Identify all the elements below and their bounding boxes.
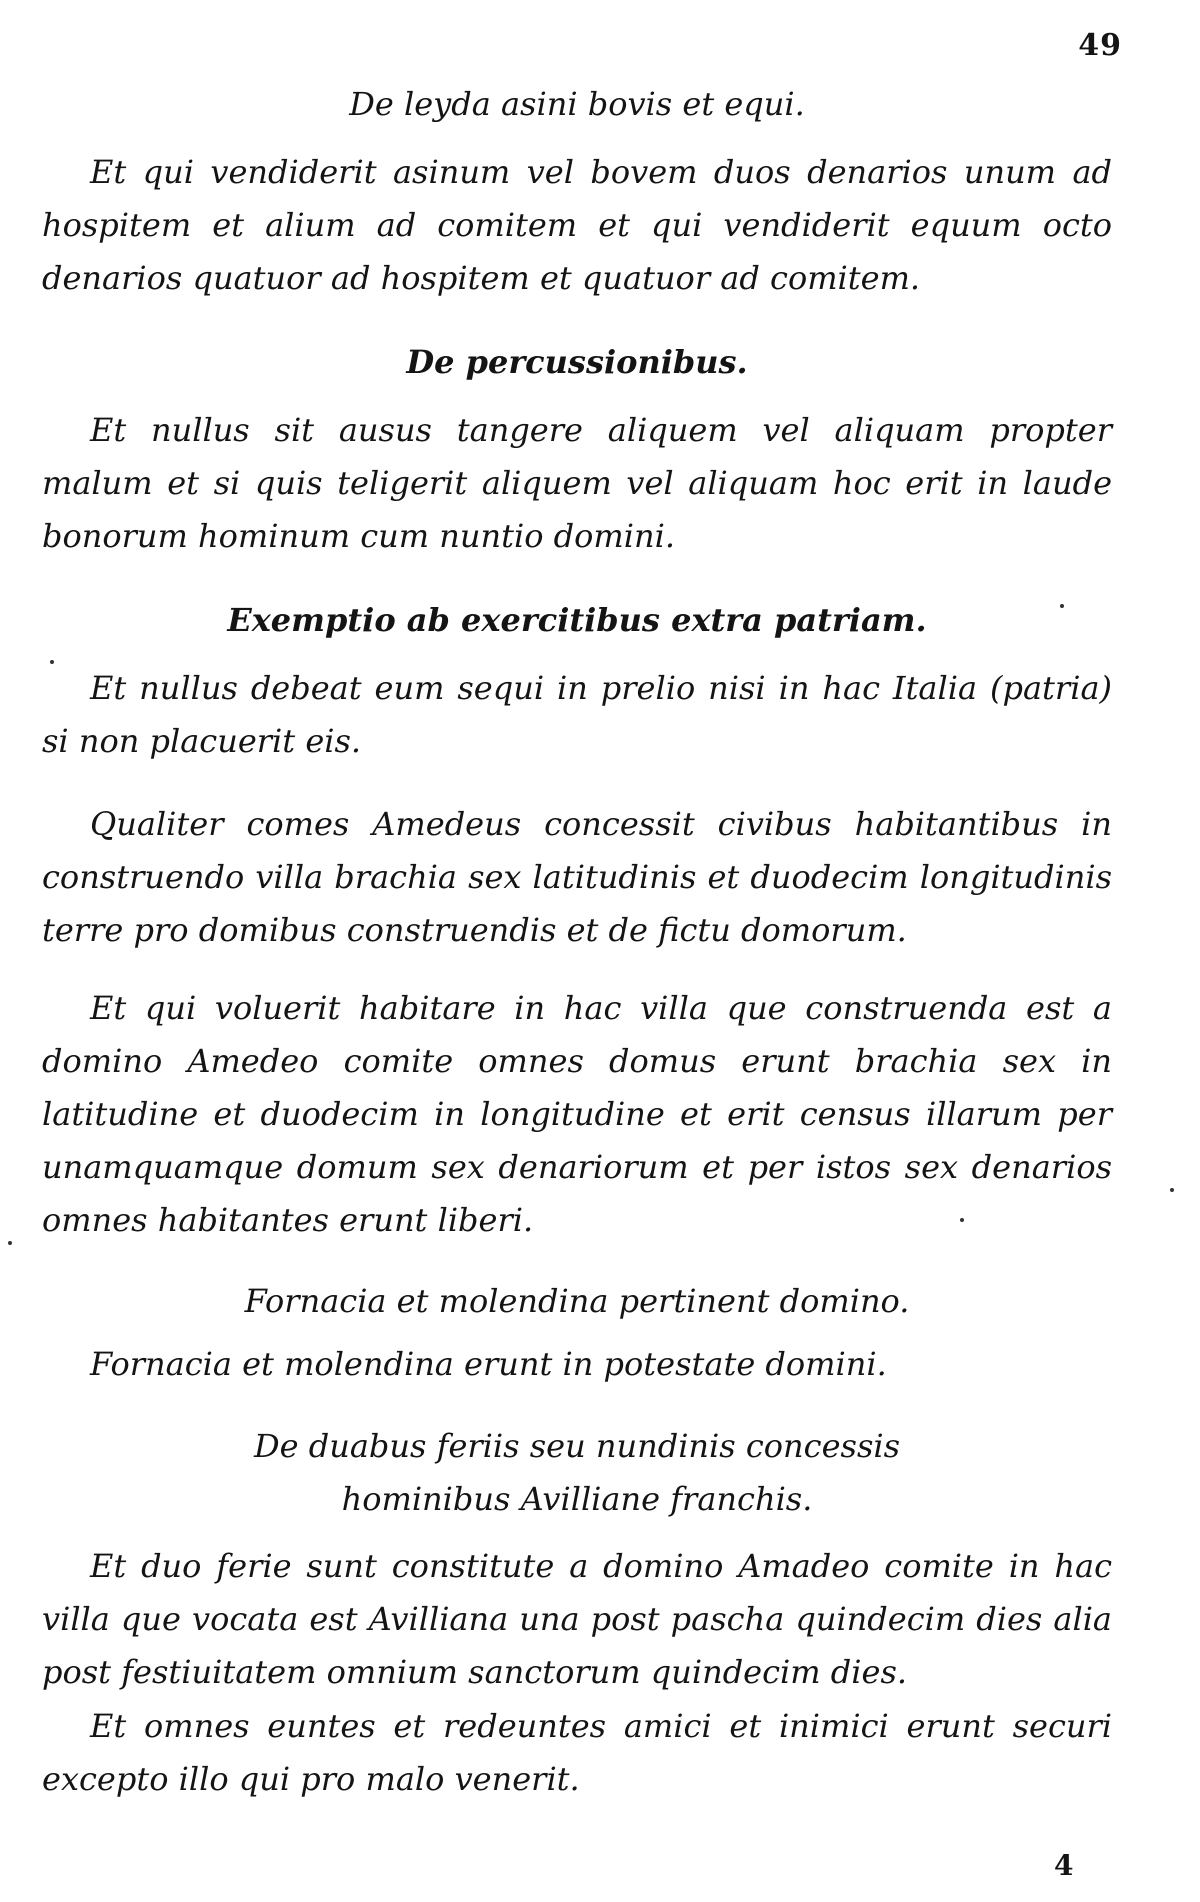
signature-mark: 4: [1054, 1849, 1074, 1882]
section-body-feriis: Et duo ferie sunt constitute a domino Amadeo comite in hac villa que vocata est Avilliana una post pascha quindecim dies alia post festiuitatem omnium sanctorum quindecim dies.: [42, 1547, 1112, 1691]
section-body-feriis-2: Et omnes euntes et redeuntes amici et inimici erunt securi excepto illo qui pro malo venerit.: [42, 1707, 1112, 1798]
ink-speck: [1170, 1188, 1174, 1192]
section-heading-exemptio: Exemptio ab exercitibus extra patriam.: [227, 601, 927, 639]
section-body-qualiter: Et qui voluerit habitare in hac villa que construenda est a domino Amedeo comite omnes domus erunt brachia sex in latitudine et duodecim in longitudine et erit census illarum per unamquamque domum sex denariorum et per istos sex denarios omnes habitantes erunt liberi.: [42, 989, 1112, 1239]
section-body-fornacia: Fornacia et molendina erunt in potestate domini.: [90, 1345, 887, 1383]
page-number: 49: [1078, 28, 1122, 63]
section-heading-leyda: De leyda asini bovis et equi.: [349, 85, 805, 123]
section-heading-feriis-line2: hominibus Avilliane franchis.: [341, 1480, 813, 1518]
ink-speck: [50, 660, 54, 664]
section-heading-qualiter: Qualiter comes Amedeus concessit civibus habitantibus in construendo villa brachia sex latitudinis et duodecim longitudinis terre pro domibus construendis et de fictu domorum.: [42, 805, 1112, 949]
section-heading-percussionibus: De percussionibus.: [406, 343, 748, 381]
ink-speck: [1060, 604, 1064, 608]
section-body-percussionibus: Et nullus sit ausus tangere aliquem vel aliquam propter malum et si quis teligerit aliquem vel aliquam hoc erit in laude bonorum hominum cum nuntio domini.: [42, 411, 1112, 555]
section-body-leyda: Et qui vendiderit asinum vel bovem duos denarios unum ad hospitem et alium ad comitem et qui vendiderit equum octo denarios quatuor ad hospitem et quatuor ad comitem.: [42, 153, 1112, 297]
ink-speck: [960, 1218, 964, 1222]
ink-speck: [8, 1241, 12, 1245]
section-body-exemptio: Et nullus debeat eum sequi in prelio nisi in hac Italia (patria) si non placuerit eis.: [42, 669, 1112, 760]
section-heading-fornacia: Fornacia et molendina pertinent domino.: [244, 1282, 910, 1320]
section-heading-feriis-line1: De duabus feriis seu nundinis concessis: [253, 1427, 901, 1465]
